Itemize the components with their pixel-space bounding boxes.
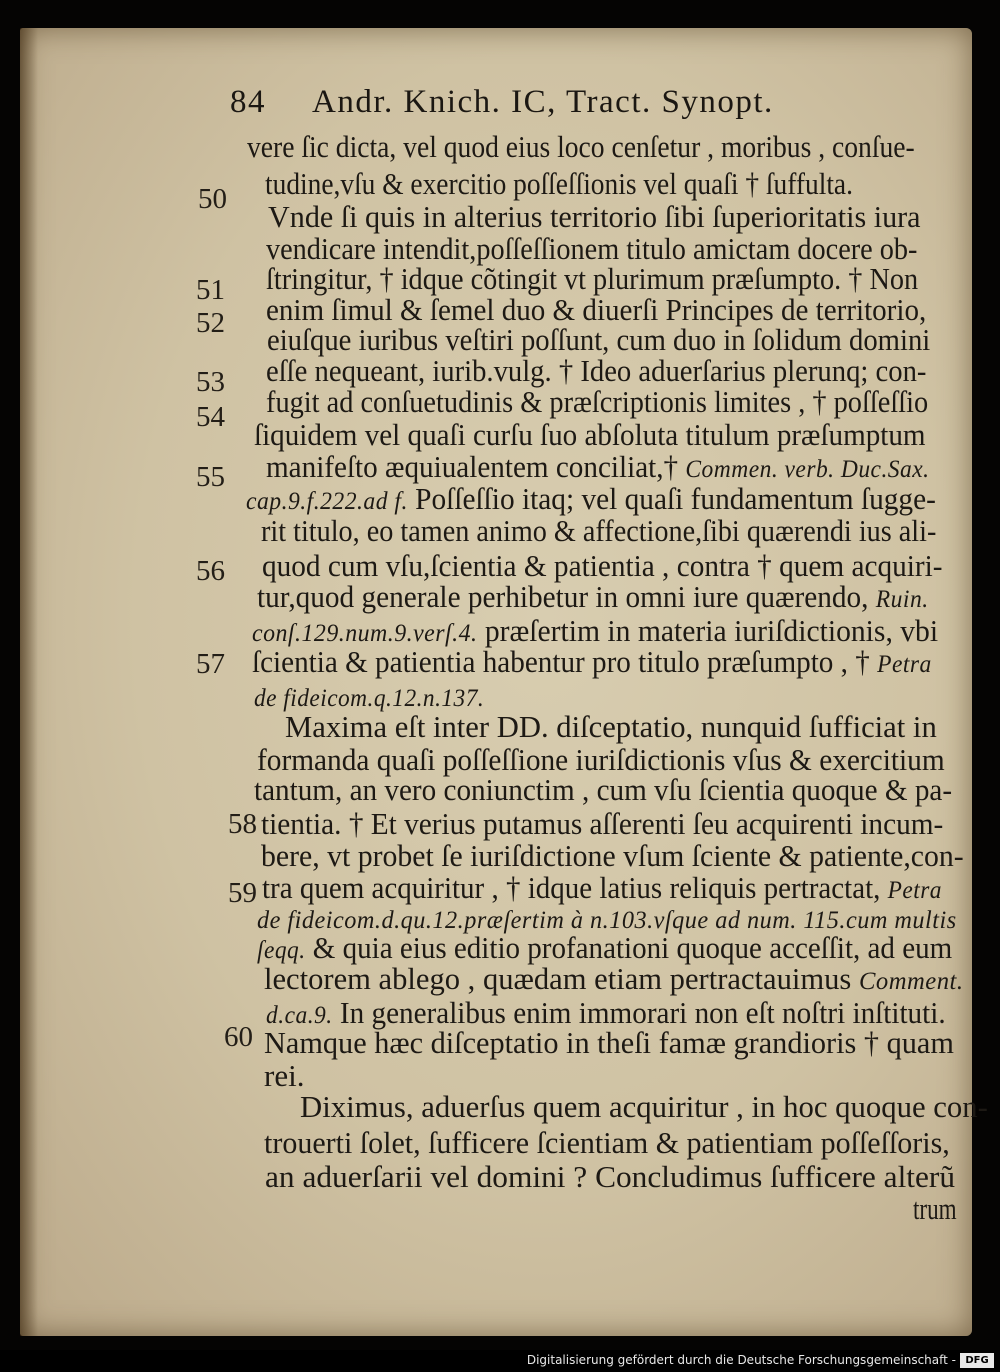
page-gutter-shadow xyxy=(20,28,38,1336)
line-text: ſcientia & patientia habentur pro titulo præſumpto , † xyxy=(252,644,870,679)
line-text: trum xyxy=(913,1191,957,1226)
line-text: In generalibus enim immorari non eſt noſtri inſtituti. xyxy=(339,995,946,1030)
line-text: enim ſimul & ſemel duo & diuerſi Principes de territorio, xyxy=(266,292,927,327)
citation-text: Ruin. xyxy=(875,586,929,613)
line-text: lectorem ablego , quædam etiam pertractauimus xyxy=(264,961,852,996)
line-text: tientia. † Et verius putamus aſſerenti ſeu acquirenti incum- xyxy=(261,806,944,841)
line-text: an aduerſarii vel domini ? Concludimus ſufficere alterũ xyxy=(265,1159,956,1194)
citation-text: Petra xyxy=(877,651,932,678)
citation-text: d.ca.9. xyxy=(266,1002,333,1029)
line-text: Diximus, aduerſus quem acquiritur , in hoc quoque con- xyxy=(300,1089,988,1124)
line-text: vere ſic dicta, vel quod eius loco cenſetur , moribus , conſue- xyxy=(247,129,915,164)
line-text: eſſe nequeant, iurib.vulg. † Ideo aduerſarius plerunq; con- xyxy=(266,353,927,388)
line-text: vendicare intendit,poſſeſſionem titulo amictam docere ob- xyxy=(266,231,918,266)
line-text: præſertim in materia iuriſdictionis, vbi xyxy=(484,613,939,648)
footer-credit: Digitalisierung gefördert durch die Deutsche Forschungsgemeinschaft - xyxy=(526,1353,956,1367)
line-text: rit titulo, eo tamen animo & affectione,ſibi quærendi ius ali- xyxy=(261,513,937,548)
citation-text: Comment. xyxy=(858,968,964,995)
line-text: manifeſto æquiualentem conciliat,† xyxy=(266,449,679,484)
marginal-number: 53 xyxy=(196,366,225,398)
line-text: Maxima eſt inter DD. diſceptatio, nunquid ſufficiat in xyxy=(285,709,937,744)
line-text: tra quem acquiritur , † idque latius reliquis pertractat, xyxy=(262,870,881,905)
page-number: 84 xyxy=(230,84,266,120)
line-text: ſiquidem vel quaſi curſu ſuo abſoluta titulum præſumptum xyxy=(254,417,926,452)
line-text: fugit ad conſuetudinis & præſcriptionis limites , † poſſeſſio xyxy=(266,384,929,419)
text-line xyxy=(913,1190,957,1228)
line-text: tur,quod generale perhibetur in omni iure quærendo, xyxy=(257,579,869,614)
marginal-number: 50 xyxy=(198,183,227,215)
text-line xyxy=(257,578,929,616)
citation-text: Petra xyxy=(887,877,942,904)
line-text: rei. xyxy=(264,1058,305,1093)
citation-text: cap.9.f.222.ad f. xyxy=(246,488,408,515)
marginal-number: 59 xyxy=(228,877,257,909)
text-line xyxy=(247,128,915,166)
line-text: quod cum vſu,ſcientia & patientia , contra † quem acquiri- xyxy=(262,548,943,583)
line-text: & quia eius editio profanationi quoque acceſſit, ad eum xyxy=(312,930,953,965)
text-line xyxy=(261,512,936,550)
text-line xyxy=(254,771,952,809)
text-line xyxy=(264,960,964,998)
text-line xyxy=(252,643,932,681)
citation-text: de fideicom.q.12.n.137. xyxy=(254,685,485,712)
running-head xyxy=(230,84,880,130)
marginal-number: 60 xyxy=(224,1021,253,1053)
citation-text: Commen. verb. Duc.Sax. xyxy=(685,456,930,483)
marginal-number: 51 xyxy=(196,274,225,306)
line-text: tantum, an vero coniunctim , cum vſu ſcientia quoque & pa- xyxy=(254,772,953,807)
footer-strip xyxy=(0,1350,1000,1372)
text-line xyxy=(300,1088,988,1126)
line-text: formanda quaſi poſſeſſione iuriſdictionis vſus & exercitium xyxy=(257,742,945,777)
line-text: trouerti ſolet, ſufficere ſcientiam & patientiam poſſeſſoris, xyxy=(264,1125,950,1160)
citation-text: de fideicom.d.qu.12.præſertim à n.103.vſque ad num. 115.cum multis xyxy=(257,907,957,934)
citation-text: conſ.129.num.9.verſ.4. xyxy=(252,620,478,647)
line-text: Namque hæc diſceptatio in theſi famæ grandioris † quam xyxy=(264,1025,954,1060)
text-line xyxy=(264,1124,950,1162)
text-line xyxy=(264,1057,304,1095)
dfg-logo: DFG xyxy=(960,1353,994,1368)
text-line xyxy=(265,1158,955,1196)
marginal-number: 52 xyxy=(196,307,225,339)
text-line xyxy=(264,1024,954,1062)
marginal-number: 54 xyxy=(196,401,225,433)
marginal-number: 58 xyxy=(228,808,257,840)
marginal-number: 56 xyxy=(196,555,225,587)
citation-text: ſeqq. xyxy=(257,937,306,964)
line-text: Poſſeſſio itaq; vel quaſi fundamentum ſugge- xyxy=(415,481,936,516)
marginal-number: 55 xyxy=(196,461,225,493)
line-text: Vnde ſi quis in alterius territorio ſibi ſuperioritatis iura xyxy=(268,199,921,234)
line-text: ſtringitur, † idque cõtingit vt plurimum præſumpto. † Non xyxy=(266,261,919,296)
line-text: tudine,vſu & exercitio poſſeſſionis vel quaſi † ſuffulta. xyxy=(265,166,853,201)
line-text: bere, vt probet ſe iuriſdictione vſum ſciente & patiente,con- xyxy=(261,838,964,873)
running-head-title: Andr. Knich. IC, Tract. Synopt. xyxy=(312,84,774,120)
marginal-number: 57 xyxy=(196,648,225,680)
line-text: eiuſque iuribus veſtiri poſſunt, cum duo in ſolidum domini xyxy=(267,322,931,357)
